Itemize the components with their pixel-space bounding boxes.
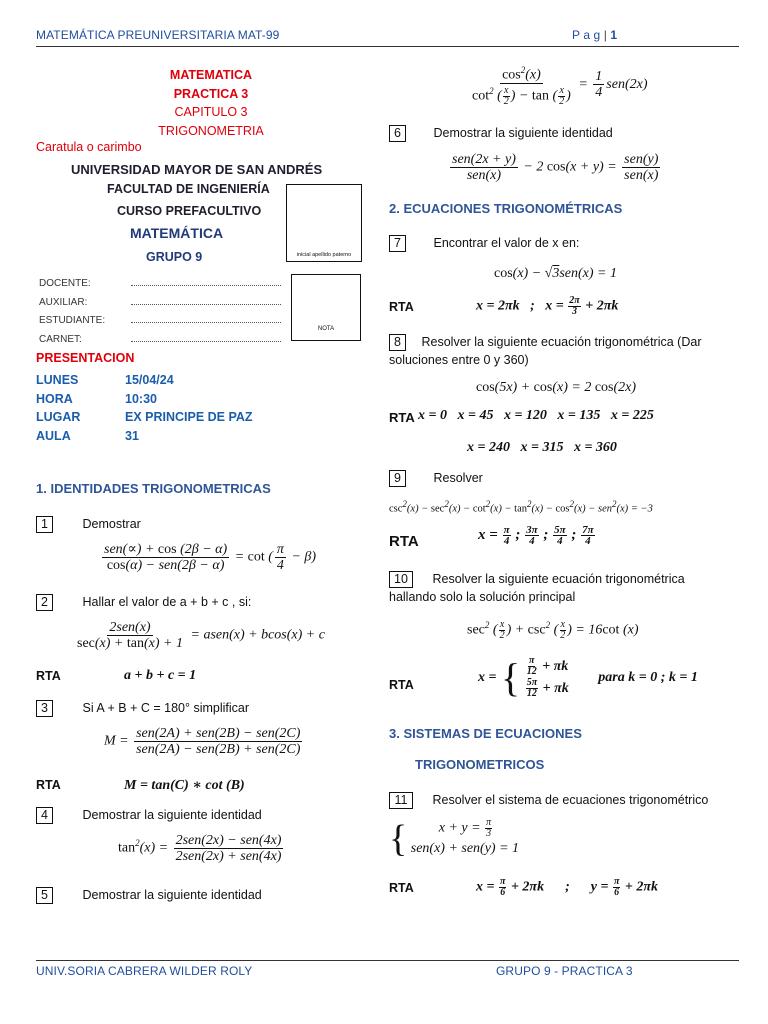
stamp-box-initial xyxy=(286,184,362,262)
problem-text-2: hallando solo la solución principal xyxy=(389,590,576,604)
problem-number: 10 xyxy=(389,571,413,588)
problem-text: Demostrar xyxy=(82,517,141,531)
problem-11 xyxy=(389,792,708,809)
problem-text: Encontrar el valor de x en: xyxy=(433,236,580,250)
caratula-label: Caratula o carimbo xyxy=(36,140,142,154)
presentation-title: PRESENTACION xyxy=(36,351,135,365)
problem-text: Hallar el valor de a + b + c , si: xyxy=(82,595,252,609)
problem-1 xyxy=(36,516,141,533)
field-docente[interactable]: DOCENTE: xyxy=(39,275,281,294)
answer-2: a + b + c = 1 xyxy=(124,668,197,683)
section-2-title: 2. ECUACIONES TRIGONOMÉTRICAS xyxy=(389,201,623,216)
problem-number: 6 xyxy=(389,125,406,142)
stamp-faculty: FACULTAD DE INGENIERÍA xyxy=(107,182,270,196)
equation-8: cos(5x) + cos(x) = 2 cos(2x) xyxy=(476,380,637,395)
problem-number: 1 xyxy=(36,516,53,533)
presentation-row: LUGAR EX PRINCIPE DE PAZ xyxy=(36,410,253,424)
problem-8 xyxy=(389,333,734,369)
equation-4: $\tan^2(x)$ = $\frac{\text{2sen(2x) − sen(4x)}}{\text{2sen(2x) + sen(4x)}}$ xyxy=(118,833,282,864)
problem-text: Resolver la siguiente ecuación trigonométrica xyxy=(432,572,685,586)
stamp-box-initial-label: inicial apellido paterno xyxy=(296,252,352,258)
equation-7: cos(x) − √3sen(x) = 1 xyxy=(494,266,617,281)
equation-11: { x + y = $\frac{\pi}{3}$ sen(x) + sen(y) = 1 xyxy=(389,817,520,860)
rta-label: RTA xyxy=(389,533,419,550)
equation-3: M = $\frac{\text{sen(2A) + sen(2B) − sen(2C)}}{\text{sen(2A) − sen(2B) + sen(2C)}}$ xyxy=(104,726,301,757)
answer-7: x = 2πk ; x = $\frac{2\pi}{3}$ + 2πk xyxy=(476,295,619,317)
answer-8-line2: x = 240 x = 315 x = 360 xyxy=(467,440,617,455)
title-block xyxy=(100,66,322,140)
field-carnet[interactable]: CARNET: xyxy=(39,331,281,350)
problem-3 xyxy=(36,700,249,717)
field-auxiliar[interactable]: AUXILIAR: xyxy=(39,294,281,313)
presentation-table xyxy=(36,371,253,445)
answer-11: x = $\frac{\pi}{6}$ + 2πk ; y = $\frac{\pi}{6}$ + 2πk xyxy=(476,876,659,898)
problem-text: Resolver la siguiente ecuación trigonométrica (Dar xyxy=(421,335,702,349)
problem-9 xyxy=(389,470,483,487)
problem-10 xyxy=(389,570,734,606)
title-line2: PRACTICA 3 xyxy=(173,86,249,101)
problem-number: 5 xyxy=(36,887,53,904)
problem-text: Resolver xyxy=(433,471,483,485)
equation-1: $\frac{\text{sen(∝) + cos (2β − α)}}{\text{cos(α) − sen(2β − α)}}$ = cot ( $\frac{\pi}{4}$ − β) xyxy=(104,542,317,573)
stamp-box-nota-label: NOTA xyxy=(317,326,335,332)
rta-label: RTA xyxy=(389,678,414,692)
presentation-row: LUNES 15/04/24 xyxy=(36,373,174,387)
footer-rule xyxy=(36,960,739,961)
equation-5: $\cos^2(x)$ $\cot^2$ ( $\frac{x}{2}$ ) − tan ( $\frac{x}{2}$ ) = $\frac{1}{4}$ sen(2x) xyxy=(472,65,648,107)
section-3-title-b: TRIGONOMETRICOS xyxy=(415,757,545,772)
equation-9: $\csc^2(x) - \sec^2(x) - \cot^2(x) - \tan^2(x) - \cos^2(x) - sen^2(x) = -3$ xyxy=(389,499,653,515)
problem-number: 2 xyxy=(36,594,53,611)
problem-6 xyxy=(389,125,613,142)
stamp-university: UNIVERSIDAD MAYOR DE SAN ANDRÉS xyxy=(71,162,323,177)
title-line4: TRIGONOMETRIA xyxy=(158,123,264,138)
problem-text: Resolver el sistema de ecuaciones trigonométrico xyxy=(432,793,709,807)
presentation-row: AULA 31 xyxy=(36,428,139,443)
field-estudiante[interactable]: ESTUDIANTE: xyxy=(39,312,281,331)
rta-label: RTA xyxy=(36,778,61,792)
header-left: MATEMÁTICA PREUNIVERSITARIA MAT-99 xyxy=(36,28,280,42)
problem-number: 7 xyxy=(389,235,406,252)
page-number: P a g | 1 xyxy=(572,28,618,42)
stamp-course: CURSO PREFACULTIVO xyxy=(117,204,262,218)
problem-number: 8 xyxy=(389,334,406,351)
stamp-group: GRUPO 9 xyxy=(146,250,203,264)
page-label: P a g xyxy=(572,28,601,42)
problem-number: 9 xyxy=(389,470,406,487)
answer-8-line1: x = 0 x = 45 x = 120 x = 135 x = 225 xyxy=(418,408,654,423)
rta-label: RTA xyxy=(389,881,414,895)
problem-2 xyxy=(36,594,251,611)
rta-label: RTA xyxy=(389,410,415,425)
problem-number: 3 xyxy=(36,700,53,717)
title-line1: MATEMATICA xyxy=(169,68,253,82)
header-rule xyxy=(36,46,739,47)
title-line3: CAPITULO 3 xyxy=(174,105,248,119)
section-3-title-a: 3. SISTEMAS DE ECUACIONES xyxy=(389,726,582,741)
equation-6: $\frac{\text{sen(2x + y)}}{\text{sen(x)}}$ − 2 cos(x + y) = $\frac{\text{sen(y)}}{\text{sen(x)}}$ xyxy=(452,152,659,183)
problem-5 xyxy=(36,887,262,904)
stamp-subject: MATEMÁTICA xyxy=(130,225,224,241)
problem-text: Demostrar la siguiente identidad xyxy=(433,126,613,140)
answer-10: x = { $\frac{\pi}{12}$ + πk $\frac{5\pi}{12}$ + πk para k = 0 ; k = 1 xyxy=(478,655,698,700)
answer-3: M = tan(C) ∗ cot (B) xyxy=(124,778,245,793)
equation-10: $\sec^2$ ( $\frac{x}{2}$ ) + $\csc^2$ ( $\frac{x}{2}$ ) = 16cot (x) xyxy=(467,619,639,641)
stamp-fields xyxy=(39,275,281,349)
problem-text: Demostrar la siguiente identidad xyxy=(82,808,262,822)
problem-number: 11 xyxy=(389,792,413,809)
problem-number: 4 xyxy=(36,807,53,824)
rta-label: RTA xyxy=(36,669,61,683)
page-value: 1 xyxy=(610,28,618,42)
rta-label: RTA xyxy=(389,300,414,314)
footer-left: UNIV.SORIA CABRERA WILDER ROLY xyxy=(36,964,253,978)
stamp-box-nota xyxy=(291,274,361,341)
answer-10-tail: para k = 0 ; k = 1 xyxy=(598,670,698,685)
problem-text: Demostrar la siguiente identidad xyxy=(82,888,262,902)
problem-4 xyxy=(36,807,262,824)
problem-text: Si A + B + C = 180° simplificar xyxy=(82,701,250,715)
problem-text-2: soluciones entre 0 y 360) xyxy=(389,353,529,367)
problem-7 xyxy=(389,235,579,252)
section-1-title: 1. IDENTIDADES TRIGONOMETRICAS xyxy=(36,481,271,496)
footer-right: GRUPO 9 - PRACTICA 3 xyxy=(496,964,633,978)
presentation-row: HORA 10:30 xyxy=(36,391,157,406)
equation-2: $\frac{\text{2sen(x)}}{\sec(x) + \tan(x) + 1}$ = asen(x) + bcos(x) + c xyxy=(77,620,325,651)
answer-9: x = $\frac{\pi}{4}$ ; $\frac{3\pi}{4}$ ; $\frac{5\pi}{4}$ ; $\frac{7\pi}{4}$ xyxy=(478,524,594,547)
